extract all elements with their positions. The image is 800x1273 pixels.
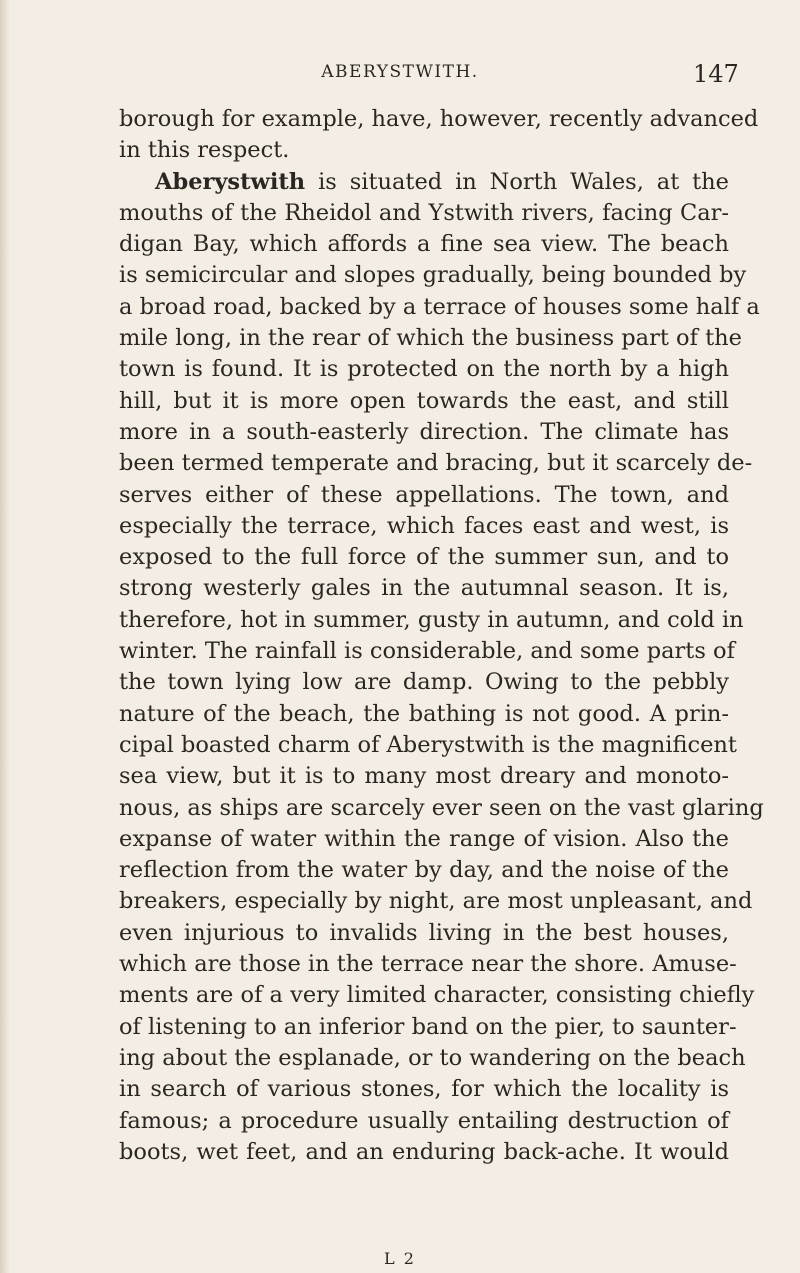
text-line: mouths of the Rheidol and Ystwith rivers, facing Car-: [119, 199, 729, 226]
running-head: [0, 60, 800, 88]
text-line: famous; a procedure usually entailing destruction of: [119, 1107, 729, 1134]
text-line: sea view, but it is to many most dreary and monoto-: [119, 763, 729, 790]
text-line: is semicircular and slopes gradually, being bounded by: [119, 262, 747, 289]
text-line: the town lying low are damp. Owing to the pebbly: [119, 669, 729, 696]
text-line: cipal boasted charm of Aberystwith is the magnificent: [119, 731, 737, 758]
text-line: a broad road, backed by a terrace of houses some half a: [119, 293, 760, 320]
text-line: expanse of water within the range of vision. Also the: [119, 825, 729, 852]
text-line: town is found. It is protected on the north by a high: [119, 356, 729, 383]
text-line: exposed to the full force of the summer sun, and to: [119, 544, 729, 571]
text-line: boots, wet feet, and an enduring back-ache. It would: [119, 1138, 729, 1165]
text-line: strong westerly gales in the autumnal season. It is,: [119, 575, 729, 602]
text-line: in search of various stones, for which the locality is: [119, 1076, 729, 1103]
text-line: been termed temperate and bracing, but it scarcely de-: [119, 450, 753, 477]
text-line: nous, as ships are scarcely ever seen on the vast glaring: [119, 794, 764, 821]
text-line: therefore, hot in summer, gusty in autumn, and cold in: [119, 606, 744, 633]
text-line: of listening to an inferior band on the pier, to saunter-: [119, 1013, 737, 1040]
page-gutter-shadow: [0, 0, 10, 1273]
text-line: in this respect.: [119, 137, 290, 164]
text-line: borough for example, have, however, recently advanced: [119, 106, 759, 132]
text-line: serves either of these appellations. The town, and: [119, 481, 729, 508]
text-line: even injurious to invalids living in the best houses,: [119, 919, 729, 946]
text-line: reflection from the water by day, and the noise of the: [119, 857, 729, 884]
text-line: nature of the beach, the bathing is not good. A prin-: [119, 700, 729, 727]
running-head-title: ABERYSTWITH.: [321, 62, 479, 82]
text-line: winter. The rainfall is considerable, and some parts of: [119, 638, 735, 665]
text-line: more in a south-easterly direction. The climate has: [119, 418, 729, 445]
page-number: 147: [693, 60, 739, 88]
text-line: which are those in the terrace near the shore. Amuse-: [119, 951, 737, 978]
text-line: especially the terrace, which faces east and west, is: [119, 512, 729, 539]
text-line: digan Bay, which affords a fine sea view. The beach: [119, 231, 729, 258]
text-line: ments are of a very limited character, consisting chiefly: [119, 982, 755, 1009]
body-text: [119, 104, 764, 1168]
text-line: hill, but it is more open towards the east, and still: [119, 387, 729, 414]
text-line: breakers, especially by night, are most unpleasant, and: [119, 888, 753, 915]
text-line: mile long, in the rear of which the business part of the: [119, 325, 742, 352]
text-line: ing about the esplanade, or to wandering on the beach: [119, 1044, 746, 1071]
text-line: Aberystwith is situated in North Wales, at the: [155, 168, 729, 195]
signature-mark: L 2: [384, 1249, 416, 1268]
